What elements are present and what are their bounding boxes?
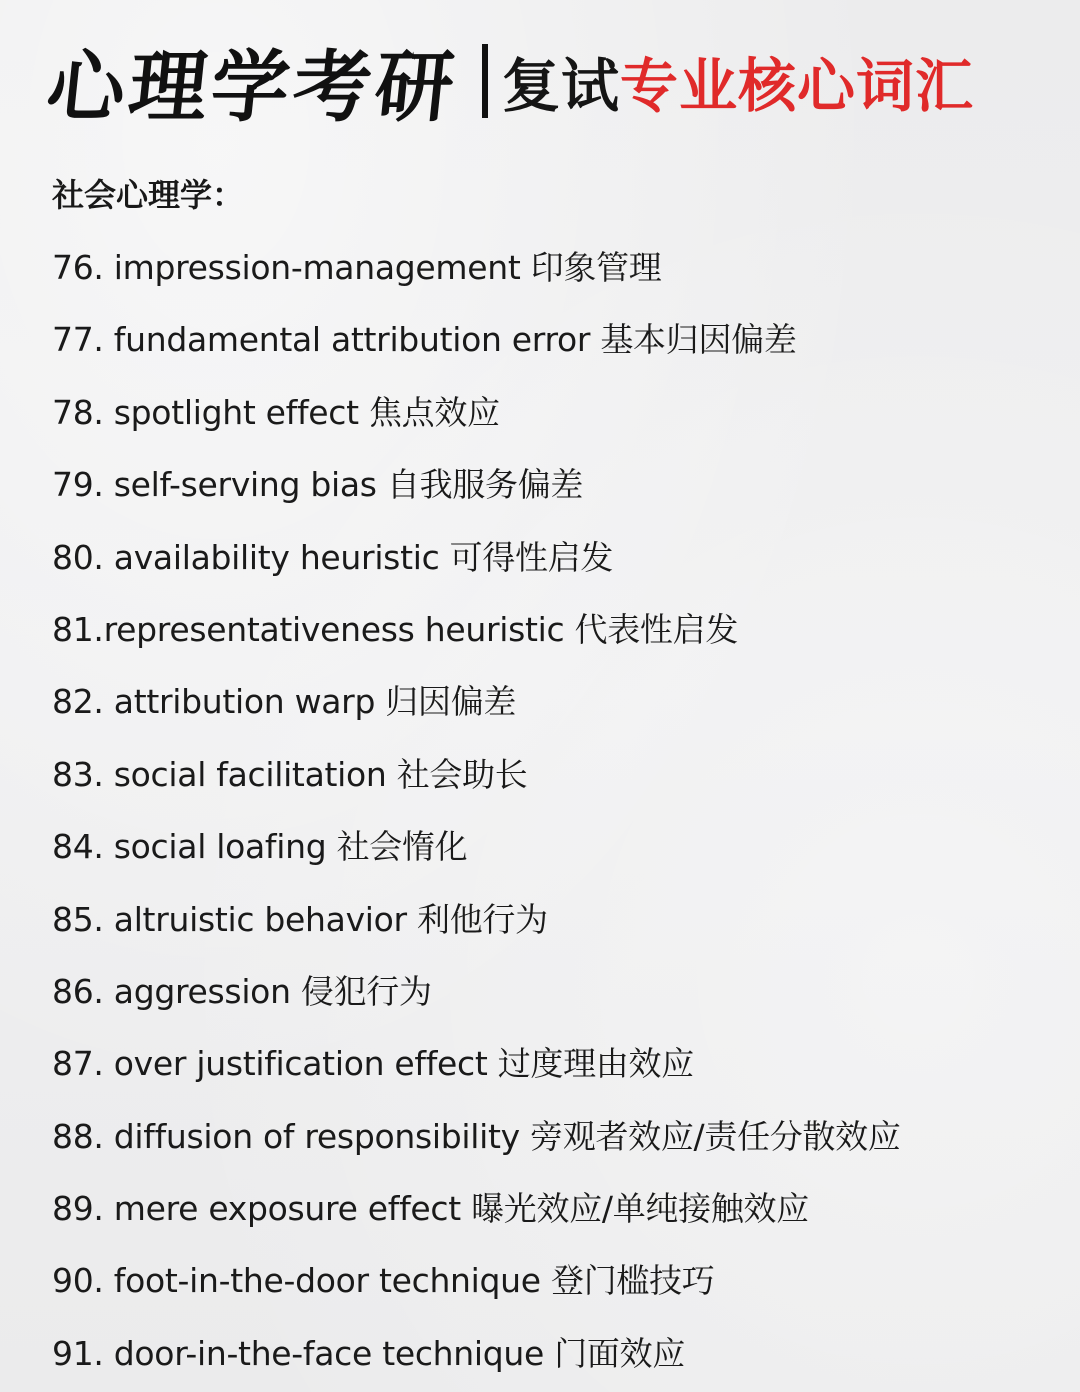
- term-text: 84. social loafing 社会惰化: [52, 827, 468, 867]
- term-text: 76. impression-management 印象管理: [52, 248, 662, 287]
- term-item: [52, 1028, 1052, 1100]
- term-item: [52, 304, 1052, 376]
- term-item: [52, 666, 1052, 738]
- term-item: [52, 522, 1052, 594]
- title-main: 心理学考研: [42, 42, 463, 133]
- term-text: 85. altruistic behavior 利他行为: [52, 899, 548, 939]
- term-text: 78. spotlight effect 焦点效应: [52, 392, 500, 432]
- term-text: 91. door-in-the-face technique 门面效应: [52, 1333, 686, 1373]
- term-item: [52, 1318, 1052, 1390]
- term-item: [52, 449, 1052, 521]
- term-text: 81.representativeness heuristic 代表性启发: [52, 609, 739, 649]
- term-list: [52, 232, 1052, 1390]
- page-title: [42, 26, 1058, 136]
- term-text: 88. diffusion of responsibility 旁观者效应/责任分散效应: [52, 1116, 901, 1156]
- term-item: [52, 884, 1052, 956]
- term-text: 80. availability heuristic 可得性启发: [52, 537, 614, 577]
- term-item: [52, 956, 1052, 1028]
- term-item: [52, 739, 1052, 811]
- term-text: 86. aggression 侵犯行为: [52, 971, 432, 1011]
- term-item: [52, 1173, 1052, 1245]
- title-sub: 复试: [502, 52, 621, 120]
- term-text: 77. fundamental attribution error 基本归因偏差: [52, 320, 797, 360]
- term-item: [52, 1101, 1052, 1173]
- term-item: [52, 377, 1052, 449]
- term-text: 89. mere exposure effect 曝光效应/单纯接触效应: [52, 1189, 809, 1229]
- term-text: 82. attribution warp 归因偏差: [52, 682, 517, 722]
- term-text: 79. self-serving bias 自我服务偏差: [52, 465, 584, 505]
- term-text: 83. social facilitation 社会助长: [52, 754, 528, 794]
- term-item: [52, 811, 1052, 883]
- term-item: [52, 232, 1052, 304]
- title-accent: 专业核心词汇: [620, 52, 975, 120]
- term-item: [52, 1245, 1052, 1317]
- section-heading: 社会心理学：: [52, 176, 245, 214]
- term-item: [52, 594, 1052, 666]
- term-text: 87. over justification effect 过度理由效应: [52, 1044, 694, 1084]
- title-divider: [482, 44, 488, 118]
- term-text: 90. foot-in-the-door technique 登门槛技巧: [52, 1261, 715, 1301]
